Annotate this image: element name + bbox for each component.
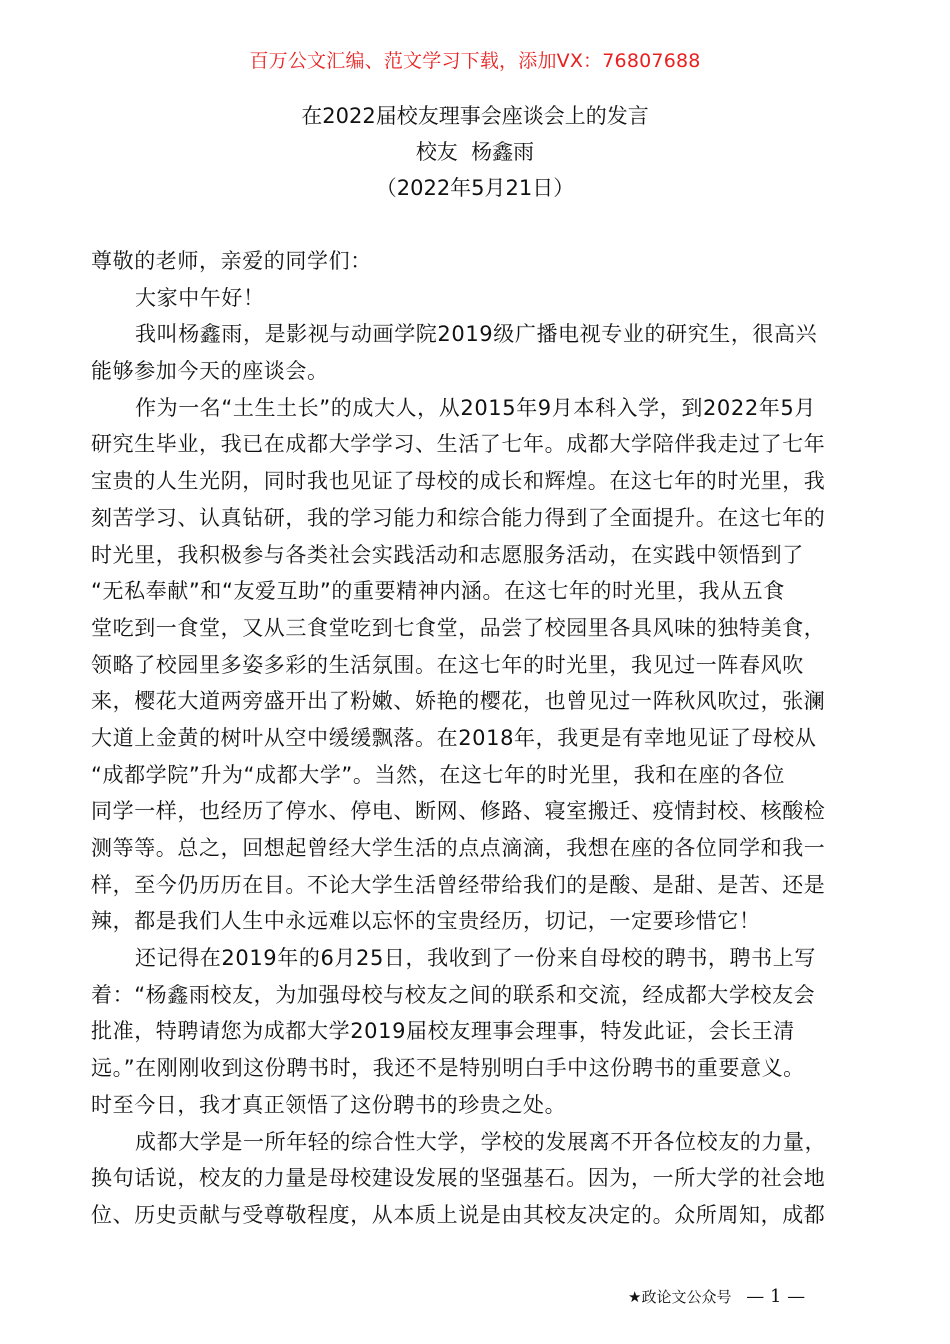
text-line: 大家中午好！ (135, 285, 265, 310)
text-line: 着：“杨鑫雨校友，为加强母校与校友之间的联系和交流，经成都大学校友会 (91, 982, 816, 1007)
text-line: 还记得在2019年的6月25日，我收到了一份来自母校的聘书，聘书上写 (135, 946, 816, 971)
text-line: 成都大学是一所年轻的综合性大学，学校的发展离不开各位校友的力量， (135, 1129, 827, 1154)
text-line: “无私奉献”和“友爱互助”的重要精神内涵。在这七年的时光里，我从五食 (91, 579, 785, 604)
text-line: 样，至今仍历历在目。不论大学生活曾经带给我们的是酸、是甜、是苦、还是 (91, 872, 826, 897)
text-line: 我叫杨鑫雨，是影视与动画学院2019级广播电视专业的研究生，很高兴 (135, 322, 818, 347)
text-line: 来，樱花大道两旁盛开出了粉嫩、娇艳的樱花，也曾见过一阵秋风吹过，张澜 (91, 689, 826, 714)
text-line: 宝贵的人生光阴，同时我也见证了母校的成长和辉煌。在这七年的时光里，我 (91, 469, 826, 494)
speech-date: （2022年5月21日） (375, 176, 575, 200)
text-line: 换句话说，校友的力量是母校建设发展的坚强基石。因为，一所大学的社会地 (91, 1166, 826, 1191)
text-line: 堂吃到一食堂，又从三食堂吃到七食堂，品尝了校园里各具风味的独特美食， (91, 615, 826, 640)
page-number: — 1 — (746, 1286, 806, 1307)
text-line: 领略了校园里多姿多彩的生活氛围。在这七年的时光里，我见过一阵春风吹 (91, 652, 804, 677)
text-line: 批准，特聘请您为成都大学2019届校友理事会理事，特发此证，会长王清 (91, 1019, 795, 1044)
text-line: 测等等。总之，回想起曾经大学生活的点点滴滴，我想在座的各位同学和我一 (91, 836, 826, 860)
speech-header (0, 98, 950, 206)
text-line: 远。”在刚刚收到这份聘书时，我还不是特别明白手中这份聘书的重要意义。 (91, 1056, 805, 1081)
text-line: 时光里，我积极参与各类社会实践活动和志愿服务活动，在实践中领悟到了 (91, 542, 804, 567)
text-line: “成都学院”升为“成都大学”。当然，在这七年的时光里，我和在座的各位 (91, 762, 785, 787)
speech-author: 校友 杨鑫雨 (415, 140, 535, 164)
text-line: 研究生毕业，我已在成都大学学习、生活了七年。成都大学陪伴我走过了七年 (91, 432, 826, 457)
text-line: 刻苦学习、认真钻研，我的学习能力和综合能力得到了全面提升。在这七年的 (91, 505, 826, 530)
footer-label: ★政论文公众号 (628, 1288, 732, 1306)
text-line: 同学一样，也经历了停水、停电、断网、修路、寝室搬迁、疫情封校、核酸检 (91, 799, 826, 824)
text-line: 大道上金黄的树叶从空中缓缓飘落。在2018年，我更是有幸地见证了母校从 (91, 725, 817, 750)
text-line: 能够参加今天的座谈会。 (91, 359, 329, 384)
text-line: 位、历史贡献与受尊敬程度，从本质上说是由其校友决定的。众所周知，成都 (91, 1202, 826, 1227)
text-line: 尊敬的老师，亲爱的同学们： (91, 249, 372, 273)
text-line: 作为一名“土生土长”的成大人，从2015年9月本科入学，到2022年5月 (135, 395, 816, 420)
page-footer (628, 1286, 805, 1307)
watermark-banner: 百万公文汇编、范文学习下载，添加VX：76807688 (249, 50, 701, 72)
speech-title: 在2022届校友理事会座谈会上的发言 (301, 104, 649, 128)
text-line: 时至今日，我才真正领悟了这份聘书的珍贵之处。 (91, 1092, 567, 1117)
text-line: 辣，都是我们人生中永远难以忘怀的宝贵经历，切记，一定要珍惜它！ (91, 909, 761, 934)
speech-body (91, 243, 859, 1234)
